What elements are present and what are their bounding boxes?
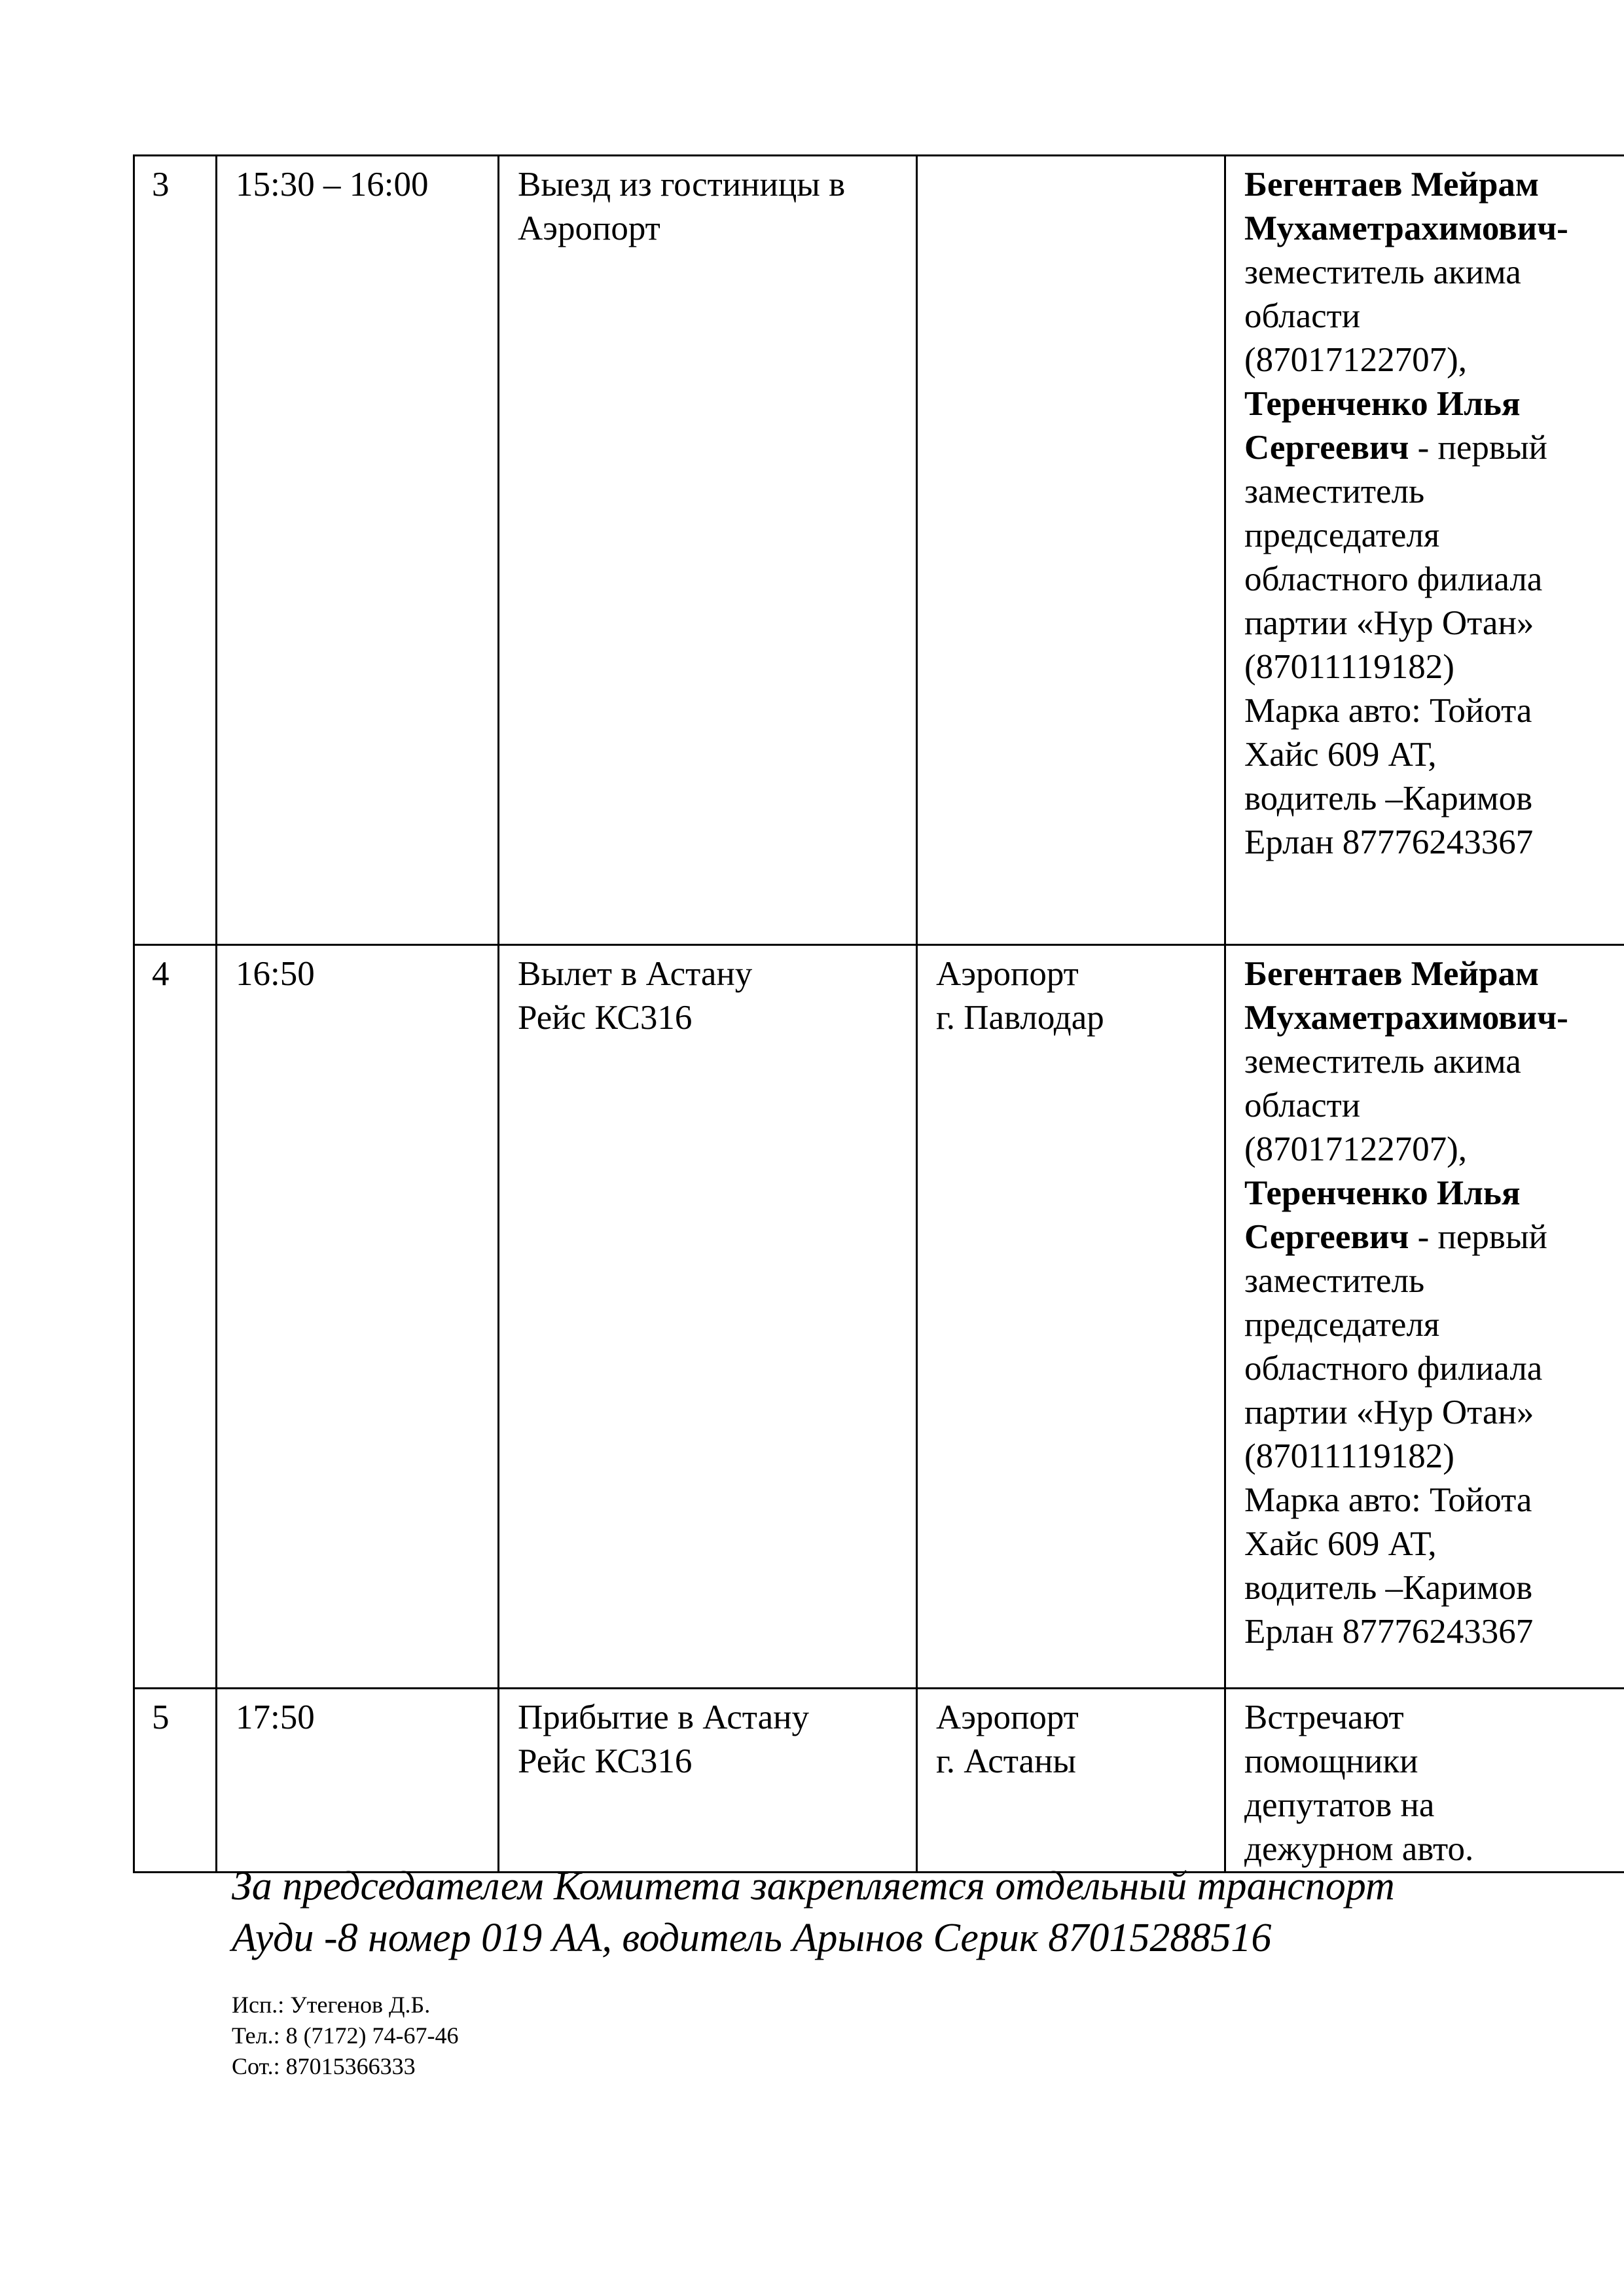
row-event [499, 1689, 917, 1873]
responsible-name: Сергеевич - первый [1244, 429, 1547, 467]
row-number: 5 [134, 1689, 217, 1873]
responsible-role: области [1244, 1086, 1361, 1124]
responsible-name: Бегентаев Мейрам [1244, 955, 1540, 993]
executor-phone: Тел.: 8 (7172) 74-67-46 [232, 2022, 459, 2049]
car-info: Марка авто: Тойота [1244, 692, 1532, 730]
place-line: Аэропорт [936, 955, 1079, 993]
executor-mobile: Сот.: 87015366333 [232, 2053, 416, 2079]
executor-footer [232, 1990, 459, 2082]
executor-name: Исп.: Утегенов Д.Б. [232, 1992, 431, 2018]
responsible-role: партии «Нур Отан» [1244, 604, 1534, 642]
note-line: Ауди -8 номер 019 АА, водитель Арынов Серик 87015288516 [232, 1916, 1272, 1960]
event-line: Вылет в Астану [518, 955, 753, 993]
row-place [917, 156, 1225, 945]
event-line: Аэропорт [518, 209, 660, 247]
responsible-name: Теренченко Илья [1244, 1174, 1521, 1212]
place-line: Аэропорт [936, 1698, 1079, 1736]
row-number: 4 [134, 945, 217, 1689]
driver-info: водитель –Каримов [1244, 780, 1533, 817]
driver-info: Ерлан 87776243367 [1244, 823, 1534, 861]
row-time: 16:50 [217, 945, 499, 1689]
event-line: Выезд из гостиницы в [518, 166, 846, 204]
car-info: Марка авто: Тойота [1244, 1481, 1532, 1519]
responsible-role: земеститель акима [1244, 253, 1521, 291]
responsible-phone: (87011119182) [1244, 1437, 1454, 1475]
responsible-role: партии «Нур Отан» [1244, 1393, 1534, 1431]
car-info: Хайс 609 АТ, [1244, 736, 1437, 774]
transport-note [232, 1861, 1395, 1964]
table-row [134, 1689, 1624, 1873]
row-time: 17:50 [217, 1689, 499, 1873]
responsible-role: председателя [1244, 1306, 1440, 1344]
responsible-text: депутатов на [1244, 1786, 1435, 1824]
responsible-role: земеститель акима [1244, 1043, 1521, 1081]
responsible-name: Мухаметрахимович- [1244, 999, 1568, 1037]
driver-info: водитель –Каримов [1244, 1569, 1533, 1607]
responsible-phone: (87017122707), [1244, 341, 1468, 379]
responsible-role: областного филиала [1244, 1350, 1543, 1388]
event-line: Рейс КС316 [518, 999, 693, 1037]
row-event [499, 945, 917, 1689]
row-responsible [1225, 1689, 1624, 1873]
event-line: Прибытие в Астану [518, 1698, 809, 1736]
responsible-text: Встречают [1244, 1698, 1404, 1736]
responsible-name: Сергеевич - первый [1244, 1218, 1547, 1256]
row-place [917, 1689, 1225, 1873]
row-event [499, 156, 917, 945]
responsible-role: заместитель [1244, 1262, 1425, 1300]
row-responsible [1225, 156, 1624, 945]
responsible-text: помощники [1244, 1742, 1418, 1780]
note-line: За председателем Комитета закрепляется отдельный транспорт [232, 1864, 1395, 1909]
responsible-name: Мухаметрахимович- [1244, 209, 1568, 247]
responsible-name: Теренченко Илья [1244, 385, 1521, 423]
row-time: 15:30 – 16:00 [217, 156, 499, 945]
responsible-phone: (87011119182) [1244, 648, 1454, 686]
table-row [134, 945, 1624, 1689]
responsible-phone: (87017122707), [1244, 1130, 1468, 1168]
place-line: г. Астаны [936, 1742, 1077, 1780]
car-info: Хайс 609 АТ, [1244, 1525, 1437, 1563]
schedule-table [133, 154, 1624, 1873]
driver-info: Ерлан 87776243367 [1244, 1613, 1534, 1651]
responsible-role: председателя [1244, 516, 1440, 554]
table-row [134, 156, 1624, 945]
responsible-role: заместитель [1244, 473, 1425, 511]
responsible-role: областного филиала [1244, 560, 1543, 598]
row-number: 3 [134, 156, 217, 945]
responsible-name: Бегентаев Мейрам [1244, 166, 1540, 204]
event-line: Рейс КС316 [518, 1742, 693, 1780]
row-place [917, 945, 1225, 1689]
responsible-role: области [1244, 297, 1361, 335]
place-line: г. Павлодар [936, 999, 1104, 1037]
responsible-text: дежурном авто. [1244, 1830, 1474, 1868]
row-responsible [1225, 945, 1624, 1689]
